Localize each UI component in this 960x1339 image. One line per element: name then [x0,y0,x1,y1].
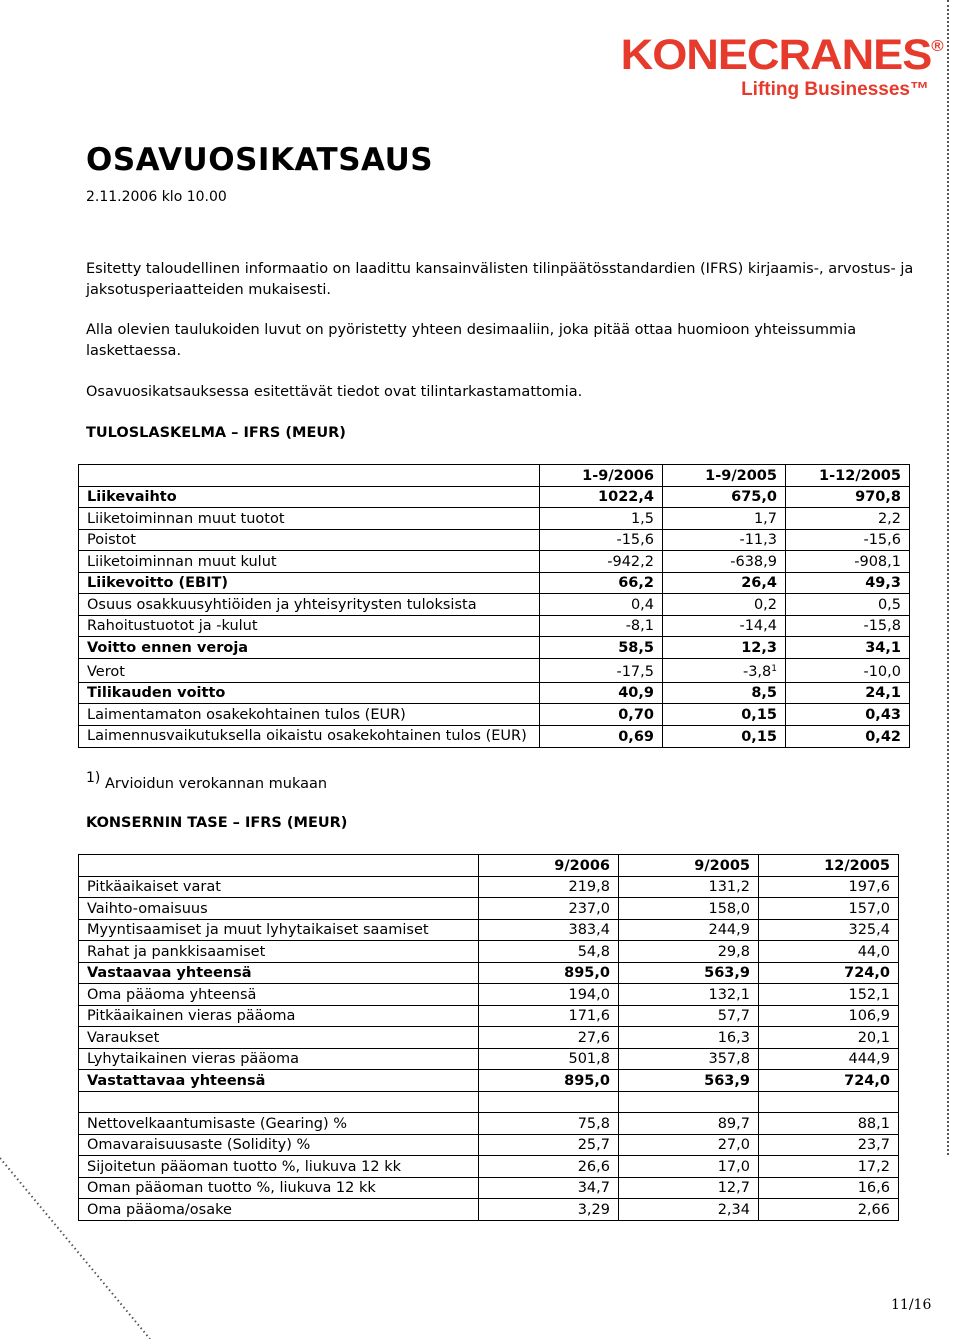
konecranes-logo [621,25,943,101]
row-value [786,508,910,530]
row-label: Osuus osakkuusyhtiöiden ja yhteisyritysten tuloksista [79,594,540,616]
column-header: 1-9/2005 [663,465,786,487]
value-text: -638,9 [730,553,777,570]
row-value [619,876,759,898]
row-label: Varaukset [79,1027,479,1049]
page-edge-dots [947,0,949,1155]
row-value [663,572,786,594]
value-text: -15,8 [863,618,901,634]
row-value [759,1048,899,1070]
table-row [79,1199,899,1221]
row-value [540,725,663,747]
row-value [759,1156,899,1178]
value-text: 88,1 [857,1115,890,1132]
logo-registered: ® [931,38,943,55]
row-value [759,1091,899,1113]
row-value [479,1177,619,1199]
row-label: Myyntisaamiset ja muut lyhytaikaiset saamiset [79,919,479,941]
value-text: 2,2 [877,510,901,527]
row-label: Vastaavaa yhteensä [79,962,479,984]
row-value [759,1199,899,1221]
row-value [663,551,786,573]
row-value [619,1070,759,1092]
value-text: 325,4 [848,922,890,938]
footnote-ref: 1 [771,663,777,674]
row-value [759,1070,899,1092]
row-value [786,486,910,508]
row-label: Sijoitetun pääoman tuotto %, liukuva 12 kk [79,1156,479,1178]
value-text: -11,3 [739,532,777,548]
value-text: -908,1 [854,553,901,570]
row-value [479,898,619,920]
row-label: Liiketoiminnan muut tuotot [79,508,540,530]
table-row [79,1113,899,1135]
value-text: -10,0 [863,663,901,680]
table-row [79,682,910,704]
row-value [786,725,910,747]
table-row [79,898,899,920]
value-text: -15,6 [616,532,654,548]
row-value [786,704,910,726]
row-value [759,1113,899,1135]
value-text: 8,5 [751,685,777,701]
balance-sheet-heading: KONSERNIN TASE – IFRS (MEUR) [86,815,348,831]
row-value [619,1134,759,1156]
page-title: OSAVUOSIKATSAUS [86,142,434,178]
value-text: 131,2 [708,879,750,895]
value-text: 0,5 [877,596,901,613]
value-text: 0,43 [865,706,901,723]
value-text: 171,6 [568,1008,610,1024]
value-text: 3,29 [577,1201,610,1218]
row-value [786,682,910,704]
row-value [759,1177,899,1199]
value-text: 444,9 [848,1051,890,1067]
row-value [479,1027,619,1049]
column-header: 9/2006 [479,855,619,877]
value-text: 0,70 [618,706,654,723]
row-value [619,1091,759,1113]
row-value [540,551,663,573]
row-value [479,1091,619,1113]
row-value [663,615,786,637]
row-label: Liikevoitto (EBIT) [79,572,540,594]
table-row [79,508,910,530]
value-text: 724,0 [844,965,890,981]
value-text: 724,0 [844,1072,890,1089]
value-text: 25,7 [577,1137,610,1153]
table-row [79,551,910,573]
row-value [619,1113,759,1135]
column-header: 9/2005 [619,855,759,877]
row-label: Nettovelkaantumisaste (Gearing) % [79,1113,479,1135]
row-value [786,615,910,637]
row-value [786,572,910,594]
row-value [479,1070,619,1092]
value-text: 237,0 [568,900,610,917]
row-label: Oman pääoman tuotto %, liukuva 12 kk [79,1177,479,1199]
table-row [79,637,910,659]
row-value [663,637,786,659]
header-empty-cell [79,465,540,487]
row-label: Verot [79,658,540,682]
row-label: Laimentamaton osakekohtainen tulos (EUR) [79,704,540,726]
intro-paragraph-ifrs: Esitetty taloudellinen informaatio on laadittu kansainvälisten tilinpäätösstandardien (IFRS) kirjaamis-, arvostus- ja jaksotusperiaatteiden mukaisesti. [86,261,914,298]
logo-tagline: Lifting Businesses™ [741,79,929,100]
table-row [79,704,910,726]
income-statement-heading: TULOSLASKELMA – IFRS (MEUR) [86,425,346,441]
row-value [759,984,899,1006]
value-text: 244,9 [708,922,750,938]
row-value [663,682,786,704]
row-label: Tilikauden voitto [79,682,540,704]
value-text: 27,0 [717,1137,750,1153]
row-value [786,658,910,682]
value-text: 1022,4 [598,489,654,505]
row-value [619,941,759,963]
row-value [619,919,759,941]
row-value [540,658,663,682]
table-header-row [79,855,899,877]
row-value [759,876,899,898]
row-value [619,962,759,984]
row-label: Vaihto-omaisuus [79,898,479,920]
logo-brand: KONECRANES [621,31,932,79]
row-label [79,1091,479,1113]
value-text: 563,9 [704,1072,750,1089]
value-text: 44,0 [857,943,890,960]
row-label: Rahoitustuotot ja -kulut [79,615,540,637]
row-value [540,704,663,726]
value-text: 219,8 [568,879,610,895]
row-value [540,637,663,659]
row-value [619,898,759,920]
row-label: Oma pääoma yhteensä [79,984,479,1006]
table-row [79,1048,899,1070]
value-text: 49,3 [865,575,901,591]
table-row [79,658,910,682]
value-text: 54,8 [577,943,610,960]
value-text: 895,0 [564,965,610,981]
row-value [663,658,786,682]
row-label: Poistot [79,529,540,551]
row-value [479,1113,619,1135]
value-text: 26,6 [577,1158,610,1175]
intro-paragraph-unaudited: Osavuosikatsauksessa esitettävät tiedot ovat tilintarkastamattomia. [86,384,583,400]
row-value [759,898,899,920]
value-text: 24,1 [865,685,901,701]
row-label: Oma pääoma/osake [79,1199,479,1221]
value-text: 75,8 [577,1115,610,1132]
row-label: Laimennusvaikutuksella oikaistu osakekohtainen tulos (EUR) [79,725,540,747]
release-date: 2.11.2006 klo 10.00 [86,189,227,205]
value-text: 0,69 [618,728,654,745]
value-text: 89,7 [717,1115,750,1132]
value-text: 66,2 [618,575,654,591]
row-value [663,725,786,747]
value-text: -942,2 [607,553,654,570]
row-value [619,1048,759,1070]
table-row [79,1027,899,1049]
table-row [79,984,899,1006]
value-text: -3,8 [742,663,772,680]
row-value [663,529,786,551]
row-label: Lyhytaikainen vieras pääoma [79,1048,479,1070]
value-text: 2,34 [717,1201,750,1218]
row-value [619,1199,759,1221]
value-text: 34,1 [865,639,901,656]
table-row [79,594,910,616]
row-value [619,1156,759,1178]
row-value [479,1048,619,1070]
value-text: 23,7 [857,1137,890,1153]
value-text: 57,7 [717,1008,750,1024]
table-row [79,486,910,508]
row-value [759,941,899,963]
table-row [79,1005,899,1027]
table-row [79,941,899,963]
row-value [786,551,910,573]
row-label: Pitkäaikaiset varat [79,876,479,898]
value-text: 194,0 [568,986,610,1003]
value-text: 58,5 [618,639,654,656]
value-text: -14,4 [739,618,777,634]
row-value [479,1005,619,1027]
value-text: 40,9 [618,685,654,701]
row-value [619,1005,759,1027]
value-text: 970,8 [855,489,901,505]
table-row [79,1177,899,1199]
value-text: 563,9 [704,965,750,981]
value-text: -15,6 [863,532,901,548]
row-value [759,1134,899,1156]
value-text: 383,4 [568,922,610,938]
value-text: 675,0 [731,489,777,505]
row-label: Vastattavaa yhteensä [79,1070,479,1092]
row-value [663,594,786,616]
page-number: 11/16 [891,1297,932,1313]
header-empty-cell [79,855,479,877]
row-label: Liikevaihto [79,486,540,508]
row-value [663,486,786,508]
table-row [79,529,910,551]
value-text: 0,15 [741,728,777,745]
row-value [786,529,910,551]
value-text: 895,0 [564,1072,610,1089]
value-text: 158,0 [708,900,750,917]
value-text: 152,1 [848,986,890,1003]
table-header-row [79,465,910,487]
row-value [540,615,663,637]
table-row [79,962,899,984]
value-text: 0,42 [865,728,901,745]
footnote-marker: 1) [86,770,101,786]
row-label: Voitto ennen veroja [79,637,540,659]
row-value [619,1177,759,1199]
row-value [479,984,619,1006]
footnote [86,770,327,792]
row-value [759,1005,899,1027]
table-row [79,572,910,594]
value-text: 12,7 [717,1180,750,1196]
row-value [540,486,663,508]
value-text: 12,3 [741,639,777,656]
row-value [540,572,663,594]
row-label: Omavaraisuusaste (Solidity) % [79,1134,479,1156]
value-text: 0,2 [753,596,777,613]
row-label: Rahat ja pankkisaamiset [79,941,479,963]
row-label: Liiketoiminnan muut kulut [79,551,540,573]
value-text: 16,6 [857,1180,890,1196]
table-row [79,1134,899,1156]
table-row [79,725,910,747]
column-header: 12/2005 [759,855,899,877]
value-text: 26,4 [741,575,777,591]
footnote-text: Arvioidun verokannan mukaan [104,776,328,792]
row-value [663,704,786,726]
value-text: 501,8 [568,1051,610,1067]
value-text: 157,0 [848,900,890,917]
table-row [79,1156,899,1178]
table-row [79,615,910,637]
intro-paragraph-rounding: Alla olevien taulukoiden luvut on pyöristetty yhteen desimaaliin, joka pitää ottaa huomioon yhteissummia laskettaessa. [86,322,857,359]
value-text: 197,6 [848,879,890,895]
income-statement-table [78,464,910,748]
row-value [786,637,910,659]
table-row [79,876,899,898]
value-text: -17,5 [616,663,654,680]
row-value [759,1027,899,1049]
row-value [619,1027,759,1049]
column-header: 1-12/2005 [786,465,910,487]
value-text: -8,1 [625,618,654,634]
row-value [479,941,619,963]
table-row [79,1070,899,1092]
row-label: Pitkäaikainen vieras pääoma [79,1005,479,1027]
row-value [540,508,663,530]
row-value [540,682,663,704]
row-value [540,529,663,551]
row-value [663,508,786,530]
value-text: 16,3 [717,1029,750,1046]
value-text: 17,0 [717,1158,750,1175]
row-value [479,1156,619,1178]
value-text: 132,1 [708,986,750,1003]
row-value [759,962,899,984]
row-value [479,1134,619,1156]
table-row [79,919,899,941]
row-value [479,962,619,984]
row-value [479,1199,619,1221]
value-text: 29,8 [717,943,750,960]
value-text: 34,7 [577,1180,610,1196]
value-text: 357,8 [708,1051,750,1067]
value-text: 1,7 [753,510,777,527]
value-text: 0,15 [741,706,777,723]
value-text: 1,5 [630,510,654,527]
row-value [479,919,619,941]
row-value [479,876,619,898]
value-text: 2,66 [857,1201,890,1218]
value-text: 27,6 [577,1029,610,1046]
value-text: 0,4 [630,596,654,613]
row-value [540,594,663,616]
table-row [79,1091,899,1113]
column-header: 1-9/2006 [540,465,663,487]
balance-sheet-table [78,854,899,1221]
value-text: 106,9 [848,1008,890,1024]
row-value [619,984,759,1006]
row-value [786,594,910,616]
row-value [759,919,899,941]
value-text: 20,1 [857,1029,890,1046]
value-text: 17,2 [857,1158,890,1175]
